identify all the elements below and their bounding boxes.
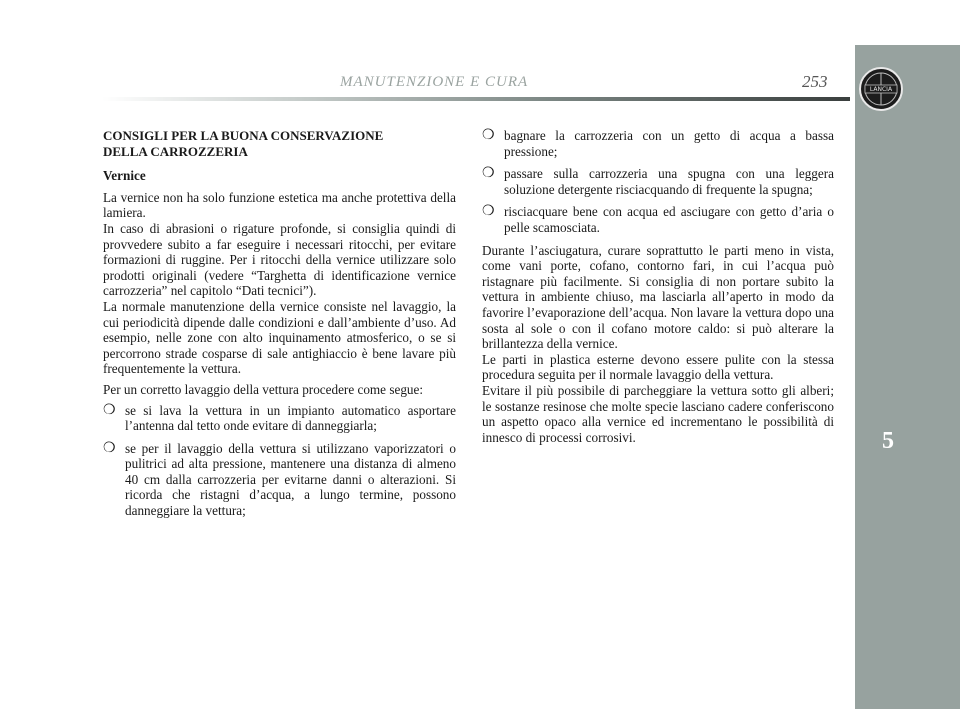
paragraph: Evitare il più possibile di parcheggiare la vettura sotto gli alberi; le sostanze resinose che molte specie lasciano cadere conferiscono un aspetto opaco alla vernice ed incrementano le possibilità di innesco di processi corrosivi.	[482, 382, 834, 445]
lancia-logo-icon	[858, 66, 904, 112]
subheading-vernice: Vernice	[103, 168, 146, 184]
list-item-text: passare sulla carrozzeria una spugna con una leggera soluzione detergente risciacquando di frequente la spugna;	[504, 166, 834, 197]
right-column	[482, 128, 834, 450]
section-heading-line2: DELLA CARROZZERIA	[103, 143, 248, 159]
paragraph: La vernice non ha solo funzione estetica ma anche protettiva della lamiera.	[103, 189, 456, 221]
page-number: 253	[802, 72, 828, 91]
list-item-text: se per il lavaggio della vettura si utilizzano vaporizzatori o pulitrici ad alta pressione, mantenere una distanza di almeno 40 cm dalla carrozzeria per evitarne danni o alterazioni. Si ricorda che ristagni d’acqua, a lungo termine, possono danneggiare la vettura;	[125, 440, 456, 519]
paragraph: In caso di abrasioni o rigature profonde, si consiglia quindi di provvedere subito a far eseguire i necessari ritocchi, per evitare formazioni di ruggine. Per i ritocchi della vernice utilizzare solo prodotti originali (vedere “Targhetta di identificazione vernice carrozzeria” nel capitolo “Dati tecnici”).	[103, 220, 456, 299]
header-rule	[102, 97, 850, 101]
logo-lettering: LANCIA	[869, 86, 893, 94]
paragraph: Durante l’asciugatura, curare soprattutto le parti meno in vista, come vani porte, cofano, contorno fari, in cui l’acqua può ristagnare più facilmente. Si consiglia di non portare subito la vettura in ambiente chiuso, ma lasciarla all’aperto in modo da favorire l’evaporazione dell’acqua. Non lavare la vettura dopo una sosta al sole o con il cofano motore caldo: si può alterare la brillantezza della vernice.	[482, 242, 834, 352]
paragraph: La normale manutenzione della vernice consiste nel lavaggio, la cui periodicità dipende dalle condizioni e dall’ambiente d’uso. Ad esempio, nelle zone con alto inquinamento atmosferico, o se si percorrono strade cosparse di sale antighiaccio è bene lavare più frequentemente la vettura.	[103, 298, 456, 377]
paragraph: Per un corretto lavaggio della vettura procedere come segue:	[103, 381, 424, 397]
page-header-title: MANUTENZIONE E CURA	[340, 74, 529, 90]
bullet-circle-icon: ❍	[482, 128, 495, 143]
paragraph: Le parti in plastica esterne devono essere pulite con la stessa procedura seguita per il normale lavaggio della vettura.	[482, 351, 834, 383]
section-heading	[103, 128, 456, 159]
list-item	[482, 128, 834, 159]
bullet-circle-icon: ❍	[103, 402, 116, 418]
list-item	[482, 166, 834, 197]
list-item	[482, 204, 834, 235]
list-item-text: risciacquare bene con acqua ed asciugare con getto d’aria o pelle scamosciata.	[504, 204, 834, 235]
bullet-circle-icon: ❍	[103, 440, 116, 456]
bullet-circle-icon: ❍	[482, 204, 495, 220]
list-item-text: se si lava la vettura in un impianto automatico asportare l’antenna dal tetto onde evitare di danneggiarla;	[125, 402, 456, 434]
list-item-text: bagnare la carrozzeria con un getto di acqua a bassa pressione;	[504, 128, 834, 159]
left-column	[103, 128, 456, 526]
list-item	[103, 403, 456, 434]
bullet-circle-icon: ❍	[482, 166, 495, 182]
list-item	[103, 441, 456, 519]
sidebar-top-gap	[855, 0, 960, 45]
chapter-number: 5	[882, 428, 894, 454]
section-heading-line1: CONSIGLI PER LA BUONA CONSERVAZIONE	[103, 128, 384, 143]
